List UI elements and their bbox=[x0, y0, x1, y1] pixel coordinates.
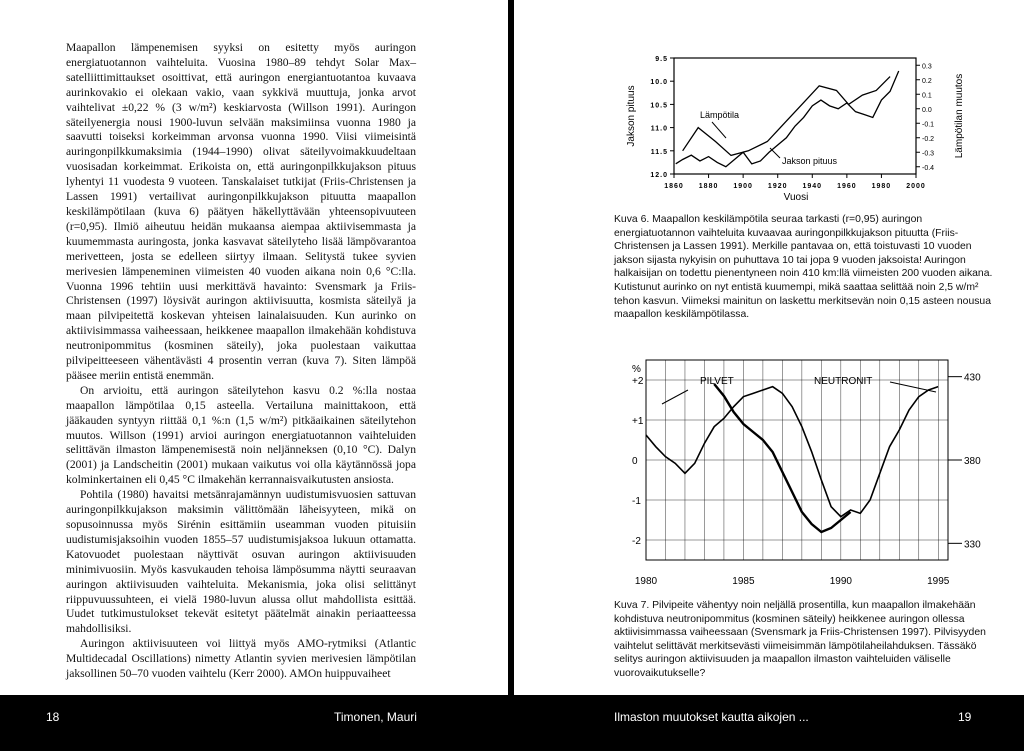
fig6-y-right-tick-label: -0.2 bbox=[922, 135, 935, 143]
figure-7-caption: Kuva 7. Pilvipeite vähentyy noin neljällä prosentilla, kun maapallon ilmakehään kohdistuva neutronipommitus (kosminen säteily) heikkenee auringon ollessa aktiivisimmassa vaiheessaan (Svensmark ja Friis-Christensen 1997). Pilvisyyden vaihtelut selittävät merkitsevästi viimeisimmän lämpötilaheilahduksen. Tässäkö selitys auringon aktiivisuuden ja maapallon ilmaston vaihteluiden väliselle vuorovaikutukselle? bbox=[614, 600, 986, 679]
fig6-y-left-tick-label: 10.0 bbox=[650, 79, 668, 87]
paragraph-3: Pohtila (1980) havaitsi metsänrajamännyn uudistumisvuosien sattuvan auringonpilkkujakson maksimin välittömään läheisyyteen, mikä on sopusoinnussa myös Sirénin esittämiin useamman vuoden pituisiin uudistumisjaksoihin vuoden 1855–57 uudistumisjaksoa lukuun ottamatta. Katovuodet puolestaan näyttivät osuvan auringon aktiivisuuden minimivuosiin. Myös kasvukauden tehoisa lämpösumma näytti seuraavan auringon aktiivisuuden vaihteluita. Mekanismia, joka olisi selittänyt riippuvuussuhteen, ei vielä 1980-luvun alussa ollut mahdollista esittää. Uudet tutkimustulokset tekevät esitetyt päätelmät ainakin periaatteessa mahdollisiksi. bbox=[66, 488, 416, 636]
fig6-y-left-label: Jakson pituus bbox=[626, 85, 637, 147]
fig6-y-right-tick-label: 0.2 bbox=[922, 77, 932, 85]
fig7-x-tick-label: 1995 bbox=[927, 576, 950, 587]
fig7-x-tick-label: 1985 bbox=[732, 576, 755, 587]
fig6-y-right-tick-label: -0.4 bbox=[922, 164, 935, 172]
fig7-annotation-pilvet: PILVET bbox=[700, 376, 734, 387]
body-text bbox=[66, 41, 416, 682]
fig6-y-right-tick-label: 0.3 bbox=[922, 63, 932, 71]
figure-6-caption: Kuva 6. Maapallon keskilämpötila seuraa tarkasti (r=0,95) auringon energiatuotannon vaihteluita kuvaavaa auringonpilkkujakson pituutta (Friis-Christensen ja Lassen 1991). Merkille pantavaa on, että toistuvasti 10 vuoden jakson sijasta nykyisin on puhuttava 10 tai jopa 9 vuoden jaksoista! Auringon halkaisijan on todettu pienentyneen noin 410 km:llä viimeisten 200 vuoden aikana. Kutistunut aurinko on nyt entistä kuumempi, mikä saattaa selittää noin 2,5 w/m² tehon kasvun. Viimeksi mainitun on laskettu merkitsevän noin 0,15 asteen nousua maapallon keskilämpötilassa. bbox=[614, 214, 993, 321]
fig6-x-axis-label: Vuosi bbox=[783, 192, 809, 203]
fig6-y-right-tick-label: 0.1 bbox=[922, 92, 932, 100]
fig7-y-left-tick-label: -1 bbox=[632, 496, 641, 507]
fig7-y-left-tick-label: -2 bbox=[632, 536, 641, 547]
fig6-y-right-label: Lämpötilan muutos bbox=[954, 73, 965, 159]
fig6-x-tick-label: 1900 bbox=[733, 183, 753, 190]
paragraph-2: On arvioitu, että auringon säteilytehon kasvu 0.2 %:lla nostaa maapallon lämpötilaa 0,15 asteella. Vertailuna mainittakoon, että jääkauden syntyyn riittää 0,1 %:n (1,5 w/m²) pitkäaikainen säteilytehon muutos. Willson (1991) arvioi auringon energiatuotannon vaihteluiden selittävän ilmaston lämpenemisestä noin neljänneksen (0,10 °C). Dalyn (2001) ja Landscheitin (2001) mukaan vaikutus voi olla käytännössä jopa kolminkertainen eli 0,45 °C ilmakehän kerrannaisvaikutusten ansiosta. bbox=[66, 383, 416, 487]
fig6-x-tick-label: 1880 bbox=[698, 183, 719, 190]
figure-7-chart bbox=[600, 352, 1004, 590]
fig6-annotation-arrow-lampotila bbox=[712, 122, 726, 138]
fig7-y-left-tick-label: +2 bbox=[632, 376, 644, 387]
fig6-x-tick-label: 1940 bbox=[802, 183, 823, 190]
fig7-y-right-tick-label: 330 bbox=[964, 539, 981, 551]
fig6-annotation-lampotila: Lämpötila bbox=[700, 110, 740, 120]
fig6-x-tick-label: 2000 bbox=[906, 183, 926, 190]
fig7-y-left-tick-label: +1 bbox=[632, 416, 644, 427]
fig7-y-left-unit: % bbox=[632, 364, 641, 375]
fig7-annotation-arrow-neutronit bbox=[890, 382, 936, 392]
fig6-y-left-tick-label: 12.0 bbox=[650, 172, 668, 179]
fig6-y-left-tick-label: 11.5 bbox=[650, 148, 668, 156]
left-page bbox=[0, 0, 508, 695]
fig7-y-right-tick-label: 430 bbox=[964, 372, 981, 384]
fig7-x-tick-label: 1990 bbox=[829, 576, 852, 587]
fig6-x-tick-label: 1960 bbox=[837, 183, 857, 190]
left-author: Timonen, Mauri bbox=[334, 710, 417, 724]
fig7-annotation-neutronit: NEUTRONIT bbox=[814, 376, 873, 387]
fig7-y-right-tick-label: 380 bbox=[964, 456, 981, 467]
paragraph-4: Auringon aktiivisuuteen voi liittyä myös AMO-rytmiksi (Atlantic Multidecadal Oscillations) nimetty Atlantin syvien merivesien lämpötilan jaksollinen 50–70 vuoden vaihtelu (Kerr 2000). AMOn huippuvaiheet bbox=[66, 637, 416, 681]
right-running-title: Ilmaston muutokset kautta aikojen ... bbox=[614, 710, 809, 724]
right-page bbox=[514, 0, 1024, 695]
fig6-x-tick-label: 1980 bbox=[871, 183, 892, 190]
right-page-number: 19 bbox=[958, 710, 972, 724]
paragraph-1: Maapallon lämpenemisen syyksi on esitetty myös auringon energiatuotannon vaihteluita. Vuosina 1980–89 tehdyt Solar Max–satelliittimittaukset osoittivat, että auringon energiantuotantoa kuvaava aurinkovakio ei olekaan vakio, vaan sykkivä muuttuja, jonka arvot vaihtelivat ±0,22 % (3 w/m²) keskiarvosta (Willson 1991). Auringon säteilyenergia nousi 1900-luvun selvään maksimiinsa vuonna 1980 ja saavutti toiseksi korkeimman arvonsa vuonna 1990. Viisi viimeisintä auringonpilkkumaksimia (1944–1990) olivat säteilyvoimakkuudeltaan vuosisadan korkeimmat. Erikoista on, että auringonpilkkujakson pituus lyhentyi 11 vuodesta 9 vuoteen. Tanskalaiset tutkijat (Friis-Christensen ja Lassen 1991) vertailivat auringonpilkkujakson pituutta maapallon keskilämpötilaan (kuva 6) päätyen häkellyttävään yhteensopivuuteen (r=0,95). Ilmiö aiheutuu heidän mukaansa aiempaa aktiivisemmasta ja kuumemmasta auringosta, jonka kasvavat säteilyteho lisää lämpövarantoa merivetteen, josta se edelleen siirtyy ilmaan. Selitystä tukee syvien merivesien lämpeneminen viimeisten 40 vuoden aikana noin 0,6 °C:lla. Vuonna 1996 tehtiin uusi merkittävä havainto: Svensmark ja Friis-Christensen (1997) löysivät auringon aktiivisuutta, kosmista säteilyä ja maan pilvipeitettä koskevan yhteisen lainalaisuuden. Kun aurinko on aktiivisimmassa vaiheessaan, heikkenee maapallon ilmakehään kohdistuva neutronipommitus (kosminen säteily), joka puolestaan vaikuttaa pilvipeitteeseen vähentävästi 4 prosentin verran (kuva 7). Siten lämpöä pääsee meriin entistä enemmän. bbox=[66, 41, 416, 382]
fig7-x-tick-label: 1980 bbox=[634, 576, 658, 587]
left-page-number: 18 bbox=[46, 710, 60, 724]
fig7-series-neutronit bbox=[646, 387, 938, 517]
fig6-annotation-jakson-pituus: Jakson pituus bbox=[782, 156, 838, 166]
fig6-y-right-tick-label: -0.1 bbox=[922, 121, 935, 129]
fig6-y-right-tick-label: 0.0 bbox=[922, 106, 932, 114]
fig6-y-right-tick-label: -0.3 bbox=[922, 150, 935, 158]
fig6-annotation-arrow-jakson bbox=[770, 148, 780, 158]
fig6-x-tick-label: 1920 bbox=[767, 183, 788, 190]
fig6-y-left-tick-label: 9.5 bbox=[655, 56, 668, 63]
footer bbox=[0, 695, 1024, 751]
fig7-y-left-tick-label: 0 bbox=[632, 456, 638, 467]
fig6-y-left-tick-label: 11.0 bbox=[650, 125, 668, 133]
figure-6-chart bbox=[620, 48, 974, 206]
fig6-y-left-tick-label: 10.5 bbox=[650, 102, 668, 110]
fig7-annotation-arrow-pilvet bbox=[662, 390, 688, 404]
fig6-x-tick-label: 1860 bbox=[664, 183, 684, 190]
